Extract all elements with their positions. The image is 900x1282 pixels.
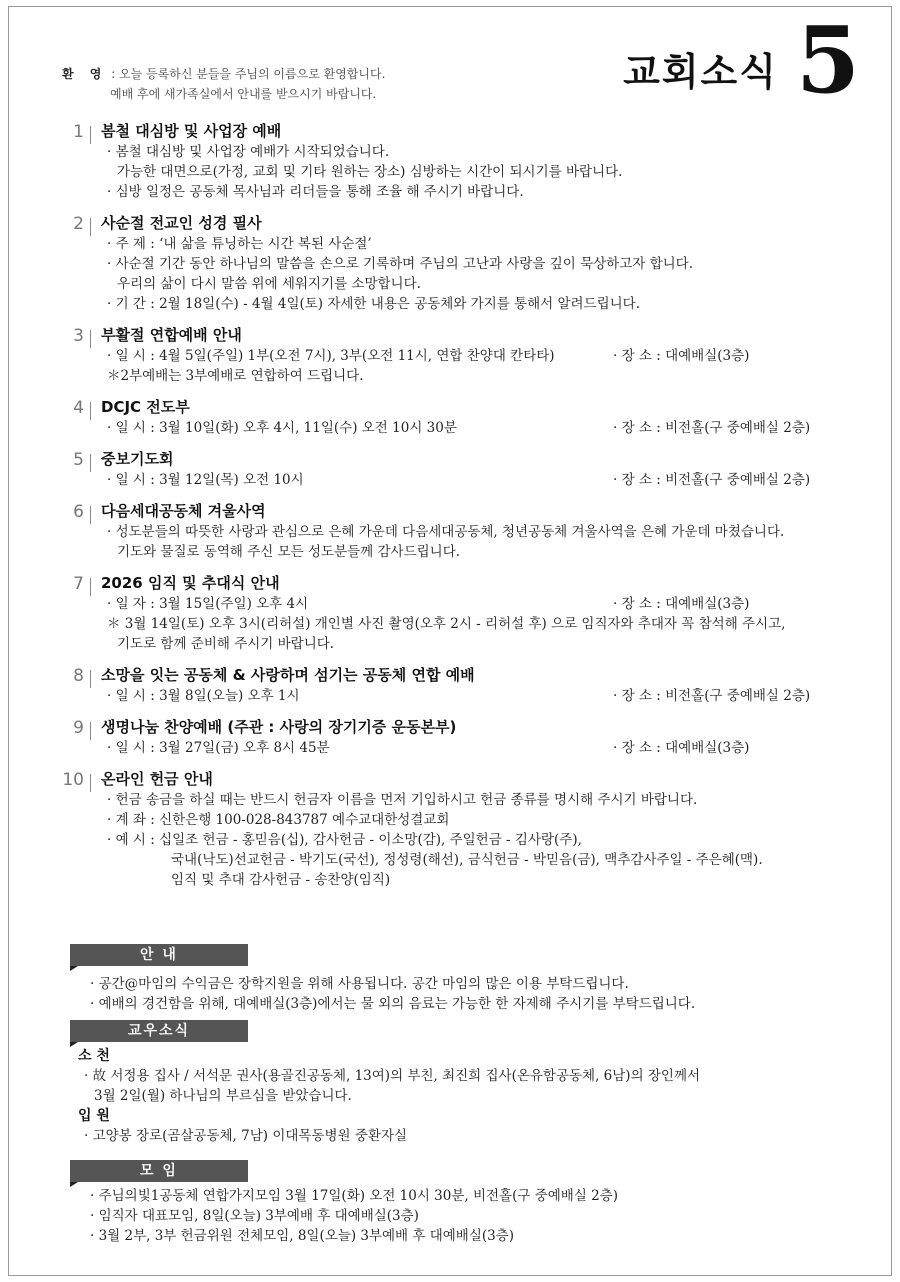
- item-place: · 장 소 : 비전홀(구 중예배실 2층): [613, 688, 811, 704]
- item-line: [101, 522, 866, 542]
- item-line-text: · 기 간 : 2월 18일(수) - 4월 4일(토) 자세한 내용은 공동체와 가지를 통해서 알려드립니다.: [107, 296, 641, 312]
- welcome-line-1: : 오늘 등록하신 분들을 주님의 이름으로 환영합니다.: [111, 67, 386, 81]
- item-line-text: · 심방 일정은 공동체 목사님과 리더들을 통해 조율 해 주시기 바랍니다.: [107, 184, 524, 200]
- news-item: [56, 664, 866, 706]
- item-line: [101, 274, 866, 294]
- item-line: [101, 470, 866, 490]
- item-body: [101, 768, 866, 890]
- item-line-text: 가능한 대면으로(가정, 교회 및 기타 원하는 장소) 심방하는 시간이 되시기를 바랍니다.: [117, 164, 623, 180]
- item-divider: [90, 722, 91, 740]
- item-line: [101, 254, 866, 274]
- welcome-notice: [62, 64, 385, 104]
- item-body: [101, 664, 866, 706]
- item-line: [101, 850, 866, 870]
- item-line-text: · 일 시 : 3월 12일(목) 오전 10시: [107, 472, 304, 488]
- death-line: · 故 서정용 집사 / 서석문 권사(용골진공동체, 13여)의 부친, 최진희 집사(온유함공동체, 6남)의 장인께서: [84, 1068, 701, 1084]
- item-line: [101, 790, 866, 810]
- item-place: · 장 소 : 대예배실(3층): [613, 596, 750, 612]
- item-line: [101, 142, 866, 162]
- notice-line: · 공간@마임의 수익금은 장학지원을 위해 사용됩니다. 공간 마임의 많은 이용 부탁드립니다.: [90, 976, 629, 992]
- item-heading: 다음세대공동체 겨울사역: [101, 502, 266, 520]
- item-line: [101, 366, 866, 386]
- news-item: [56, 716, 866, 758]
- item-line: [101, 162, 866, 182]
- item-line-text: · 일 시 : 3월 27일(금) 오후 8시 45분: [107, 740, 330, 756]
- item-line: [101, 594, 866, 614]
- news-item: [56, 212, 866, 314]
- hospital-label: 입 원: [78, 1108, 110, 1124]
- news-item: [56, 768, 866, 890]
- item-line-text: · 주 제 : ‘내 삶을 튜닝하는 시간 복된 사순절’: [107, 236, 372, 252]
- item-place: · 장 소 : 비전홀(구 중예배실 2층): [613, 472, 811, 488]
- item-line: [101, 182, 866, 202]
- item-divider: [90, 506, 91, 524]
- item-number: 7: [73, 574, 84, 594]
- item-divider: [90, 126, 91, 144]
- item-divider: [90, 218, 91, 236]
- hospital-line: · 고양봉 장로(곰살공동체, 7남) 이대목동병원 중환자실: [84, 1128, 408, 1144]
- item-place: · 장 소 : 비전홀(구 중예배실 2층): [613, 420, 811, 436]
- item-place: · 장 소 : 대예배실(3층): [613, 740, 750, 756]
- news-item: [56, 396, 866, 438]
- item-number: 3: [73, 326, 84, 346]
- item-line-text: · 일 시 : 3월 10일(화) 오후 4시, 11일(수) 오전 10시 30분: [107, 420, 457, 436]
- notice-body: [84, 974, 695, 1014]
- item-line-text: · 헌금 송금을 하실 때는 반드시 헌금자 이름을 먼저 기입하시고 헌금 종류를 명시해 주시기 바랍니다.: [107, 792, 698, 808]
- item-line-text: · 봄철 대심방 및 사업장 예배가 시작되었습니다.: [107, 144, 390, 160]
- notice-line: · 예배의 경건함을 위해, 대예배실(3층)에서는 물 외의 음료는 가능한 한 자제해 주시기를 부탁드립니다.: [90, 996, 696, 1012]
- item-line: [101, 418, 866, 438]
- news-item: [56, 500, 866, 562]
- item-line: [101, 634, 866, 654]
- item-line: [101, 810, 866, 830]
- item-line: [101, 614, 866, 634]
- title-text: 교회소식: [623, 50, 778, 94]
- item-divider: [90, 330, 91, 348]
- item-heading: 온라인 헌금 안내: [101, 770, 213, 788]
- item-line-text: · 일 시 : 4월 5일(주일) 1부(오전 7시), 3부(오전 11시, 연합 찬양대 칸타타): [107, 348, 555, 364]
- news-item: [56, 572, 866, 654]
- item-line-text: 임직 및 추대 감사헌금 - 송찬양(임직): [171, 872, 391, 888]
- item-body: [101, 448, 866, 490]
- item-line-text: 국내(낙도)선교헌금 - 박기도(국선), 정성령(해선), 금식헌금 - 박믿음(금), 맥추감사주일 - 주은혜(맥).: [171, 852, 763, 868]
- death-label: 소 천: [78, 1048, 110, 1064]
- item-heading: 생명나눔 찬양예배 (주관 : 사랑의 장기기증 운동본부): [101, 718, 457, 736]
- item-number: 5: [73, 450, 84, 470]
- item-line-text: 기도와 물질로 동역해 주신 모든 성도분들께 감사드립니다.: [117, 544, 461, 560]
- item-number: 4: [73, 398, 84, 418]
- item-line: [101, 830, 866, 850]
- item-heading: 소망을 잇는 공동체 & 사랑하며 섬기는 공동체 연합 예배: [101, 666, 475, 684]
- item-line: [101, 686, 866, 706]
- item-line-text: · 성도분들의 따뜻한 사랑과 관심으로 은혜 가운데 다음세대공동체, 청년공동체 겨울사역을 은혜 가운데 마쳤습니다.: [107, 524, 785, 540]
- item-line-text: ＊2부예배는 3부예배로 연합하여 드립니다.: [107, 368, 364, 384]
- page-title: [623, 6, 860, 114]
- news-item: [56, 448, 866, 490]
- welcome-line-2: 예배 후에 새가족실에서 안내를 받으시기 바랍니다.: [110, 87, 377, 101]
- item-line-text: · 일 시 : 3월 8일(오늘) 오후 1시: [107, 688, 300, 704]
- item-line: [101, 870, 866, 890]
- item-line-text: · 사순절 기간 동안 하나님의 말씀을 손으로 기록하며 주님의 고난과 사랑을 깊이 묵상하고자 합니다.: [107, 256, 694, 272]
- item-number: 6: [73, 502, 84, 522]
- meeting-line: · 임직자 대표모임, 8일(오늘) 3부예배 후 대예배실(3층): [90, 1208, 419, 1224]
- item-line-text: · 계 좌 : 신한은행 100-028-843787 예수교대한성결교회: [107, 812, 450, 828]
- item-number: 2: [73, 214, 84, 234]
- item-body: [101, 324, 866, 386]
- item-body: [101, 716, 866, 758]
- item-body: [101, 212, 866, 314]
- item-body: [101, 396, 866, 438]
- item-body: [101, 572, 866, 654]
- item-divider: [90, 454, 91, 472]
- meetings-body: [84, 1186, 618, 1246]
- item-line: [101, 542, 866, 562]
- item-heading: 봄철 대심방 및 사업장 예배: [101, 122, 282, 140]
- item-number: 9: [73, 718, 84, 738]
- item-divider: [90, 774, 91, 792]
- item-line: [101, 294, 866, 314]
- meeting-line: · 3월 2부, 3부 헌금위원 전체모임, 8일(오늘) 3부예배 후 대예배실(3층): [90, 1228, 515, 1244]
- news-item: [56, 324, 866, 386]
- item-line-text: 우리의 삶이 다시 말씀 위에 세워지기를 소망합니다.: [117, 276, 421, 292]
- item-line: [101, 234, 866, 254]
- item-line: [101, 738, 866, 758]
- item-line: [101, 346, 866, 366]
- item-number: 1: [73, 122, 84, 142]
- meeting-line: · 주님의빛1공동체 연합가지모임 3월 17일(화) 오전 10시 30분, 비전홀(구 중예배실 2층): [90, 1188, 619, 1204]
- item-heading: 사순절 전교인 성경 필사: [101, 214, 262, 232]
- item-line-text: 기도로 함께 준비해 주시기 바랍니다.: [117, 636, 335, 652]
- item-divider: [90, 402, 91, 420]
- news-item: [56, 120, 866, 202]
- death-line: 3월 2일(월) 하나님의 부르심을 받았습니다.: [94, 1088, 352, 1104]
- notice-header: 안 내: [70, 944, 248, 966]
- item-number: 8: [73, 666, 84, 686]
- welcome-label: 환 영: [62, 67, 108, 81]
- members-news-body: [78, 1046, 701, 1146]
- item-line-text: ＊ 3월 14일(토) 오후 3시(리허설) 개인별 사진 촬영(오후 2시 - 리허설 후) 으로 임직자와 추대자 꼭 참석해 주시고,: [107, 616, 786, 632]
- members-news-header: 교우소식: [70, 1020, 248, 1042]
- meetings-header: 모 임: [70, 1160, 248, 1182]
- item-number: 10: [62, 770, 84, 790]
- item-heading: DCJC 전도부: [101, 398, 190, 416]
- item-heading: 2026 임직 및 추대식 안내: [101, 574, 280, 592]
- item-line-text: · 일 자 : 3월 15일(주일) 오후 4시: [107, 596, 309, 612]
- item-line-text: · 예 시 : 십일조 헌금 - 홍믿음(십), 감사헌금 - 이소망(감), 주일헌금 - 김사랑(주),: [107, 832, 582, 848]
- page-number: 5: [795, 6, 860, 114]
- item-divider: [90, 670, 91, 688]
- item-divider: [90, 578, 91, 596]
- item-heading: 중보기도회: [101, 450, 174, 468]
- item-place: · 장 소 : 대예배실(3층): [613, 348, 750, 364]
- news-items: [56, 120, 866, 900]
- item-body: [101, 120, 866, 202]
- item-heading: 부활절 연합예배 안내: [101, 326, 242, 344]
- item-body: [101, 500, 866, 562]
